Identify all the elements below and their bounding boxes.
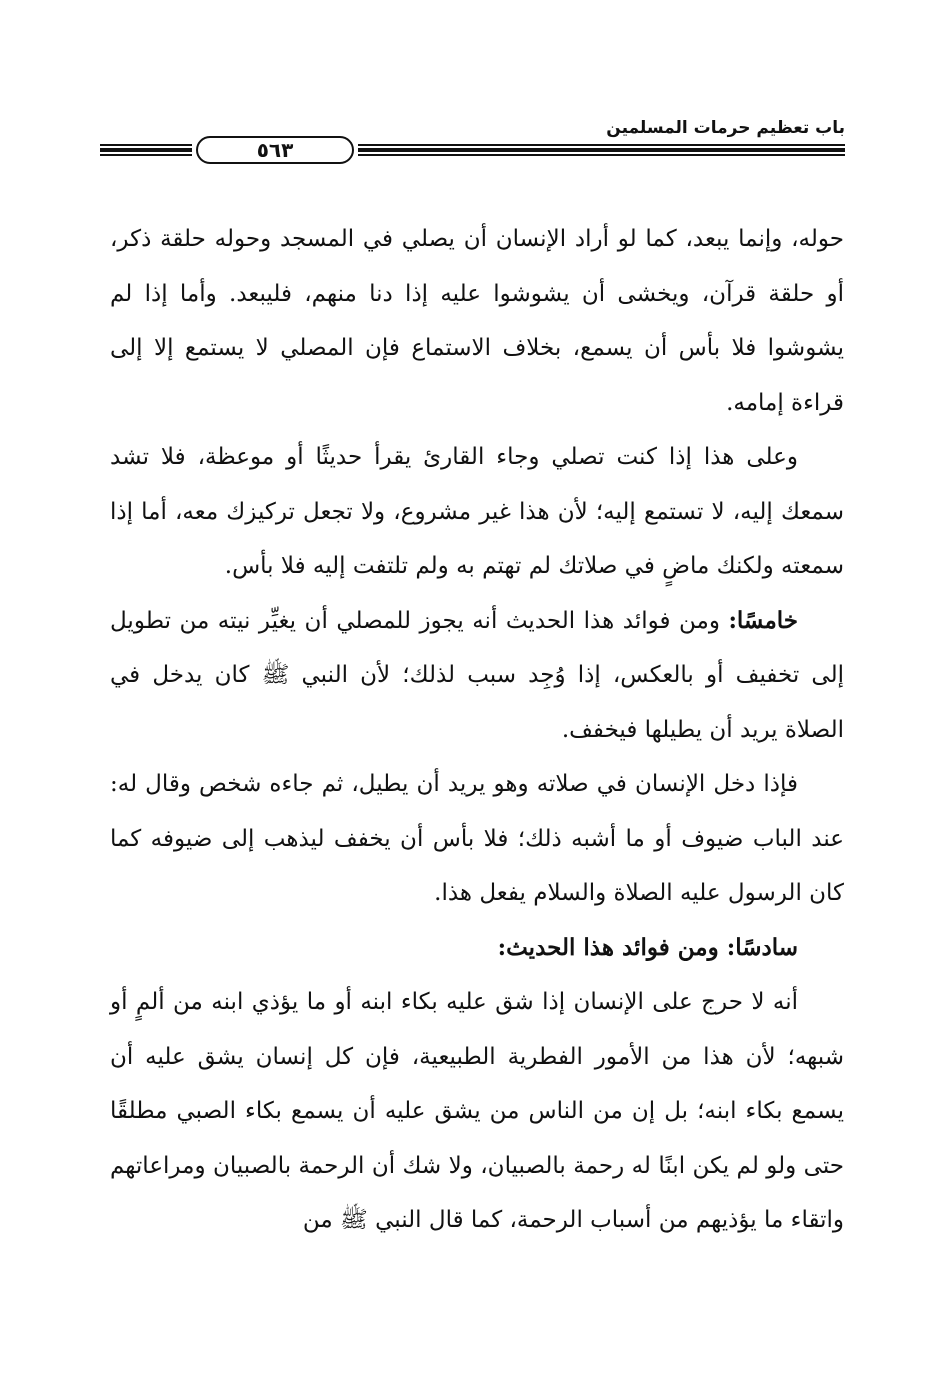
paragraph-4: فإذا دخل الإنسان في صلاته وهو يريد أن يطيل، ثم جاءه شخص وقال له: عند الباب ضيوف أو ما أشبه ذلك؛ فلا بأس أن يخفف ليذهب إلى ضيوفه كما كان الرسول عليه الصلاة والسلام يفعل هذا. [110, 771, 844, 906]
section-subheading: سادسًا: ومن فوائد هذا الحديث: [497, 933, 798, 961]
header-rule-left [100, 144, 192, 156]
paragraph-5: أنه لا حرج على الإنسان إذا شق عليه بكاء ابنه أو ما يؤذي ابنه من ألمٍ أو شبهه؛ لأن هذا من الأمور الفطرية الطبيعية، فإن كل إنسان يشق عليه أن يسمع بكاء ابنه؛ بل إن من الناس من يشق عليه أن يسمع بكاء الصبي مطلقًا حتى ولو لم يكن ابنًا له رحمة بالصبيان، ولا شك أن الرحمة بالصبيان ومراعاتهم واتقاء ما يؤذيهم من أسباب الرحمة، كما قال النبي ﷺ من [110, 989, 844, 1233]
page-body [110, 212, 844, 1248]
chapter-title: باب تعظيم حرمات المسلمين [606, 118, 845, 138]
paragraph-3-text: ومن فوائد هذا الحديث أنه يجوز للمصلي أن يغيِّر نيته من تطويل إلى تخفيف أو بالعكس، إذا وُجِد سبب لذلك؛ لأن النبي ﷺ كان يدخل في الصلاة يريد أن يطيلها فيخفف. [110, 607, 844, 743]
paragraph-2: وعلى هذا إذا كنت تصلي وجاء القارئ يقرأ حديثًا أو موعظة، فلا تشد سمعك إليه، لا تستمع إليه؛ لأن هذا غير مشروع، ولا تجعل تركيزك معه، أما إذا سمعته ولكنك ماضٍ في صلاتك لم تهتم به ولم تلتفت إليه فلا بأس. [110, 444, 844, 579]
page-number: ٥٦٣ [196, 136, 354, 164]
page-header [100, 110, 845, 170]
paragraph-1: حوله، وإنما يبعد، كما لو أراد الإنسان أن يصلي في المسجد وحوله حلقة ذكر، أو حلقة قرآن، ويخشى أن يشوشوا عليه إذا دنا منهم، فليبعد. وأما إذا لم يشوشوا فلا بأس أن يسمع، بخلاف الاستماع فإن المصلي لا يستمع إلا إلى قراءة إمامه. [110, 226, 844, 416]
paragraph-3-lead: خامسًا: [728, 606, 798, 634]
paragraph-3 [110, 594, 844, 758]
header-rule-right [358, 144, 845, 156]
